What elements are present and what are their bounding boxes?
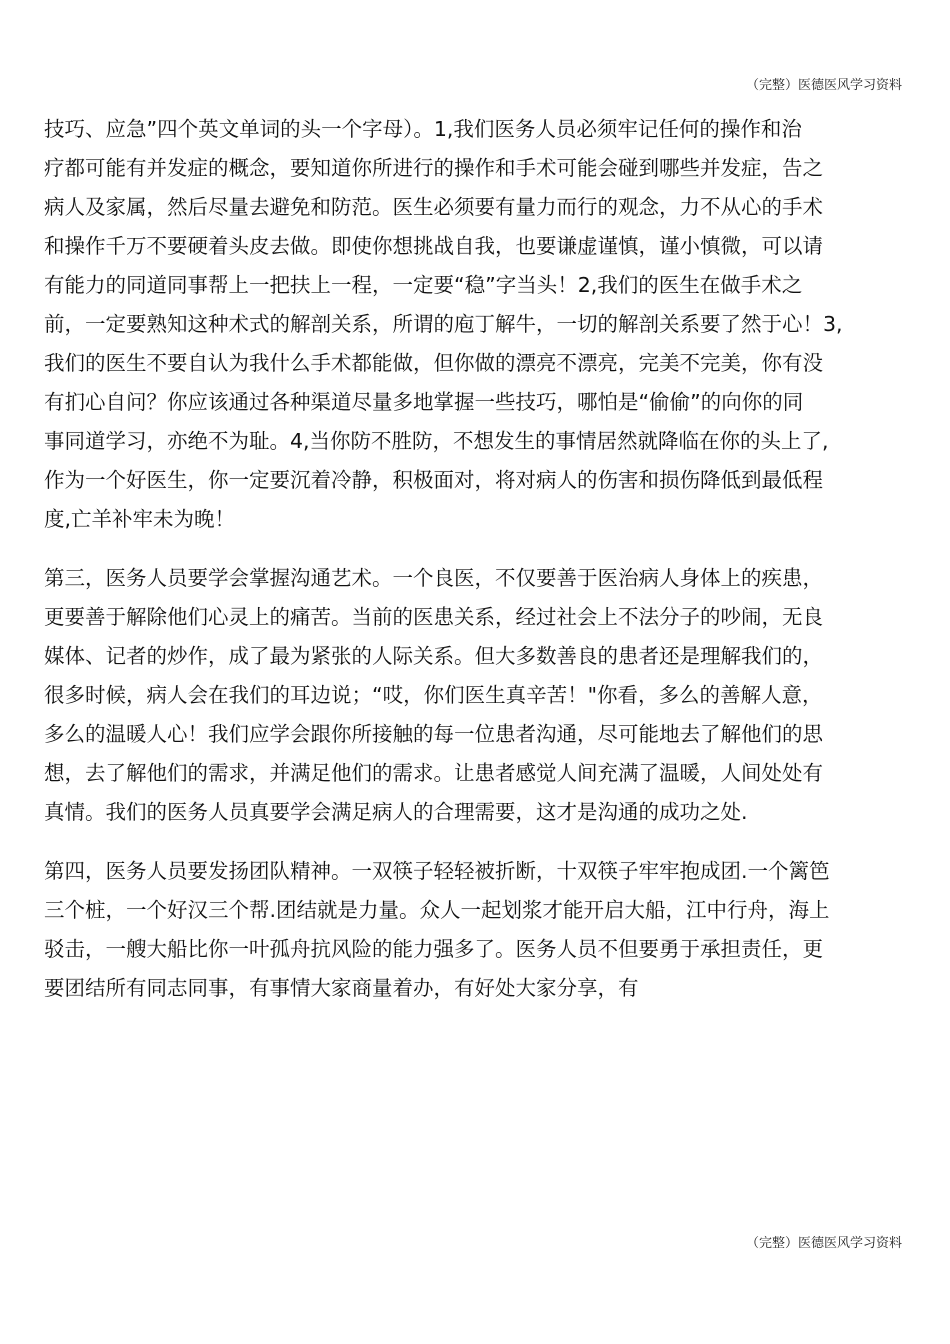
text-line: 媒体、记者的炒作，成了最为紧张的人际关系。但大多数善良的患者还是理解我们的，	[44, 644, 823, 668]
paragraph-gap	[44, 832, 914, 852]
text-line: 真情。我们的医务人员真要学会满足病人的合理需要，这才是沟通的成功之处.	[44, 800, 748, 824]
text-line: 更要善于解除他们心灵上的痛苦。当前的医患关系，经过社会上不法分子的吵闹，无良	[44, 605, 823, 629]
text-line: 想，去了解他们的需求，并满足他们的需求。让患者感觉人间充满了温暖，人间处处有	[44, 761, 823, 785]
text-line: 前，一定要熟知这种术式的解剖关系，所谓的庖丁解牛，一切的解剖关系要了然于心！3,	[44, 312, 843, 336]
document-body	[44, 110, 914, 1008]
paragraph-surgical-safety	[44, 110, 914, 539]
text-line: 有扪心自问？你应该通过各种渠道尽量多地掌握一些技巧，哪怕是“偷偷”的向你的同	[44, 390, 804, 414]
text-line: 作为一个好医生，你一定要沉着冷静，积极面对，将对病人的伤害和损伤降低到最低程	[44, 468, 823, 492]
paragraph-gap	[44, 539, 914, 559]
text-line: 和操作千万不要硬着头皮去做。即使你想挑战自我，也要谦虚谨慎，谨小慎微，可以请	[44, 234, 823, 258]
text-line: 疗都可能有并发症的概念，要知道你所进行的操作和手术可能会碰到哪些并发症，告之	[44, 156, 823, 180]
paragraph-teamwork	[44, 852, 914, 1008]
text-line: 三个桩，一个好汉三个帮.团结就是力量。众人一起划浆才能开启大船，江中行舟，海上	[44, 898, 830, 922]
text-line: 我们的医生不要自认为我什么手术都能做，但你做的漂亮不漂亮，完美不完美，你有没	[44, 351, 823, 375]
page-footer: （完整）医德医风学习资料	[745, 1236, 902, 1251]
text-line: 病人及家属，然后尽量去避免和防范。医生必须要有量力而行的观念，力不从心的手术	[44, 195, 823, 219]
page-header: （完整）医德医风学习资料	[745, 78, 902, 93]
text-line: 驳击，一艘大船比你一叶孤舟抗风险的能力强多了。医务人员不但要勇于承担责任，更	[44, 937, 823, 961]
text-line: 第四，医务人员要发扬团队精神。一双筷子轻轻被折断，十双筷子牢牢抱成团.一个篱笆	[44, 859, 830, 883]
text-line: 事同道学习，亦绝不为耻。4,当你防不胜防，不想发生的事情居然就降临在你的头上了,	[44, 429, 829, 453]
text-line: 第三，医务人员要学会掌握沟通艺术。一个良医，不仅要善于医治病人身体上的疾患，	[44, 566, 823, 590]
text-line: 多么的温暖人心！我们应学会跟你所接触的每一位患者沟通，尽可能地去了解他们的思	[44, 722, 823, 746]
paragraph-communication	[44, 559, 914, 832]
text-line: 技巧、应急”四个英文单词的头一个字母）。1,我们医务人员必须牢记任何的操作和治	[44, 117, 802, 141]
text-line: 很多时候，病人会在我们的耳边说；“哎，你们医生真辛苦！"你看，多么的善解人意，	[44, 683, 823, 707]
text-line: 有能力的同道同事帮上一把扶上一程，一定要“稳”字当头！2,我们的医生在做手术之	[44, 273, 803, 297]
text-line: 要团结所有同志同事，有事情大家商量着办，有好处大家分享，有	[44, 976, 639, 1000]
text-line: 度,亡羊补牢未为晚！	[44, 507, 236, 531]
